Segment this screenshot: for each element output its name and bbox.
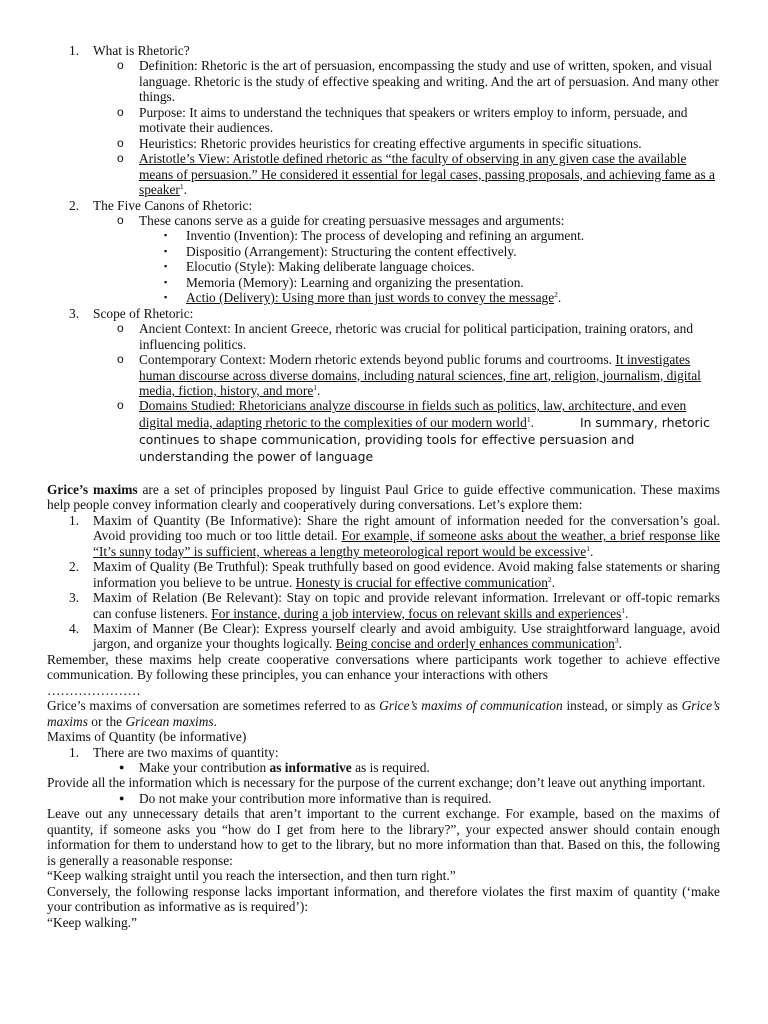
end-punct: . [317,382,321,398]
end-punct: . [557,290,562,306]
circle-bullet-icon: o [117,58,124,73]
canon-text: Inventio (Invention): The process of developing and refining an argument. [186,228,585,244]
sub-item-heuristics [47,136,720,151]
list-number: 4. [69,620,80,636]
circle-bullet-icon: o [117,352,124,367]
remember-paragraph: Remember, these maxims help create cooperative conversations where participants work together to achieve effective communication. By following these principles, you can enhance your interactions with others [47,651,720,683]
heuristics-text: Heuristics: Rhetoric provides heuristics for creating effective arguments in specific situations. [139,135,642,151]
maxim-example: For instance, during a job interview, focus on relevant skills and experiences [211,605,622,621]
square-bullet-icon: ▪ [164,276,168,287]
canons-intro-text: These canons serve as a guide for creating persuasive messages and arguments: [139,212,565,228]
footnote-ref: 2 [554,290,558,300]
square-bullet-icon: ▪ [164,292,168,303]
list-number: 1. [69,744,80,760]
sub-item-purpose [47,105,720,136]
list-number: 1. [69,512,80,528]
ancient-text: Ancient Context: In ancient Greece, rhetoric was crucial for political participation, training orators, and influencing politics. [139,321,694,352]
maxim-example: For example, if someone asks about the weather, a brief response like “It’s sunny today” is sufficient, whereas a lengthy meteorological report would be excessive [93,528,720,559]
footnote-ref: 1 [526,414,531,424]
end-punct: . [589,543,594,559]
spacer [47,465,720,482]
square-bullet-icon: ▪ [164,245,168,256]
quantity-title: Maxims of Quantity (be informative) [47,729,247,745]
paragraph: Conversely, the following response lacks important information, and therefore violates the first maxim of quantity (‘make your contribution as informative as is required’): [47,883,720,915]
circle-bullet-icon: o [117,398,124,413]
actio-text: Actio (Delivery): Using more than just words to convey the message [186,290,555,306]
footnote-ref: 2 [547,574,552,584]
sub-item-canons-intro [47,213,720,228]
list-item-scope [47,306,720,321]
end-punct: . [625,605,629,621]
quote: “Keep walking.” [47,914,137,930]
canon-text: Memoria (Memory): Learning and organizing the presentation. [186,274,524,290]
bullet-text: Do not make your contribution more informative than is required. [139,790,492,806]
bullet-item-not-more [47,791,720,806]
maxim-text: Maxim of Manner (Be Clear): Express yourself clearly and avoid ambiguity. Use straightforward language, avoid jargon, and organize your thoughts logically. [93,620,720,652]
end-punct: . [183,182,188,198]
sub-item-ancient [47,321,720,352]
text-run: instead, or simply as [562,698,682,714]
square-bullet-icon: ▪ [164,261,168,272]
list-number: 3. [69,305,80,321]
maxim-item-quantity [47,513,720,559]
circle-bullet-icon: o [117,212,124,227]
end-punct: . [618,636,622,652]
sub-item-contemporary [47,352,720,398]
quote: “Keep walking straight until you reach the intersection, and then turn right.” [47,868,456,884]
canon-item [47,275,720,290]
italic-term: Gricean maxims [125,713,214,729]
canon-item [47,228,720,243]
section-heading: What is Rhetoric? [93,43,190,58]
canon-item [47,244,720,259]
italic-term: Grice’s maxims [47,698,720,729]
footnote-ref: 3 [614,636,619,646]
bullet-item-informative [47,760,720,775]
maxim-example: Being concise and orderly enhances communication [335,636,615,652]
section-heading: Scope of Rhetoric: [93,305,194,321]
list-number: 2. [69,197,80,213]
list-item-five-canons [47,198,720,213]
maxim-text: Maxim of Quantity (Be Informative): Share the right amount of information needed for the conversation’s goal. Avoid providing too much or too little detail. [93,512,720,544]
footnote-ref: 1 [586,543,590,553]
definition-text: Definition: Rhetoric is the art of persuasion, encompassing the study and use of written, spoken, and visual language. Rhetoric is the study of effective speaking and writing. And the art of persuasion. And many other things. [139,58,719,105]
square-bullet-icon: ▪ [164,230,168,241]
footnote-ref: 1 [313,382,318,392]
paragraph: Leave out any unnecessary details that aren’t important to the current exchange. For example, based on the maxims of quantity, if someone asks you “how do I get from here to the library?”, your expected answer should contain enough information for them to understand how to get to the library, but no more information than that. Based on this, the following is generally a reasonable response: [47,806,720,868]
list-number: 2. [69,559,80,575]
canon-text: Elocutio (Style): Making deliberate language choices. [186,259,475,275]
section-heading: The Five Canons of Rhetoric: [93,197,253,213]
sub-item-aristotle [47,151,720,197]
italic-term: Grice’s maxims of communication [379,698,563,714]
dotted-separator: ………………… [47,682,141,698]
summary-text: In summary, rhetoric continues to shape communication, providing tools for effective persuasion and understanding the power of language [139,414,710,464]
bold-term: as informative [269,760,352,776]
maxim-text: Maxim of Relation (Be Relevant): Stay on topic and provide relevant information. Irrelevant or off-topic remarks can confuse listeners. [93,590,720,621]
text-run: . [213,713,217,729]
domains-underlined: Domains Studied: Rhetoricians analyze discourse in fields such as politics, law, architecture, and even digital media, adapting rhetoric to the complexities of our modern world [139,398,687,430]
maxim-example: Honesty is crucial for effective communication [295,574,548,590]
paragraph: Provide all the information which is necessary for the purpose of the current exchange; don’t leave out anything important. [47,775,706,791]
sub-item-domains [47,398,720,464]
dot-bullet-icon: ● [119,762,125,773]
list-item-what-is-rhetoric [47,43,720,58]
canon-text: Dispositio (Arrangement): Structuring the content effectively. [186,243,517,259]
canon-item [47,259,720,274]
dot-bullet-icon: ● [119,792,125,803]
sub-item-definition [47,58,720,104]
maxim-item-relation [47,590,720,621]
grice-intro-text: are a set of principles proposed by linguist Paul Grice to guide effective communication. These maxims help people convey information clearly and cooperatively during conversations. Let’s explore them: [47,481,720,513]
contemporary-lead: Contemporary Context: Modern rhetoric extends beyond public forums and courtrooms. [139,352,616,368]
text-run: Grice’s maxims of conversation are sometimes referred to as [47,698,380,714]
purpose-text: Purpose: It aims to understand the techniques that speakers or writers employ to inform, persuade, and motivate their audiences. [139,104,688,136]
text-run: Make your contribution [139,760,270,776]
text-run: or the [87,713,126,729]
also-known-paragraph [47,698,720,729]
list-number: 1. [69,43,80,58]
circle-bullet-icon: o [117,321,124,336]
end-punct: . [530,414,534,430]
circle-bullet-icon: o [117,135,124,150]
document-page [47,43,720,930]
list-item-two-maxims [47,745,720,760]
footnote-ref: 1 [621,605,626,615]
text-run: as is required. [351,760,430,776]
grice-term: Grice’s maxims [47,481,138,497]
two-maxims-text: There are two maxims of quantity: [93,744,279,760]
list-number: 3. [69,590,80,606]
maxim-item-manner [47,621,720,652]
aristotle-text: Aristotle’s View: Aristotle defined rhetoric as “the faculty of observing in any given case the available means of persuasion.” He considered it essential for legal cases, passing proposals, and achieving fame as a speaker [139,151,715,198]
grice-intro-paragraph [47,482,720,513]
circle-bullet-icon: o [117,104,124,119]
end-punct: . [551,574,556,590]
canon-item-actio [47,290,720,305]
circle-bullet-icon: o [117,151,124,166]
maxim-text: Maxim of Quality (Be Truthful): Speak truthfully based on good evidence. Avoid making false statements or sharing information you believe to be untrue. [93,559,720,590]
maxim-item-quality [47,559,720,590]
footnote-ref: 1 [179,182,184,192]
contemporary-underlined: It investigates human discourse across diverse domains, including natural sciences, fine art, religion, journalism, digital media, fiction, history, and more [139,352,701,398]
